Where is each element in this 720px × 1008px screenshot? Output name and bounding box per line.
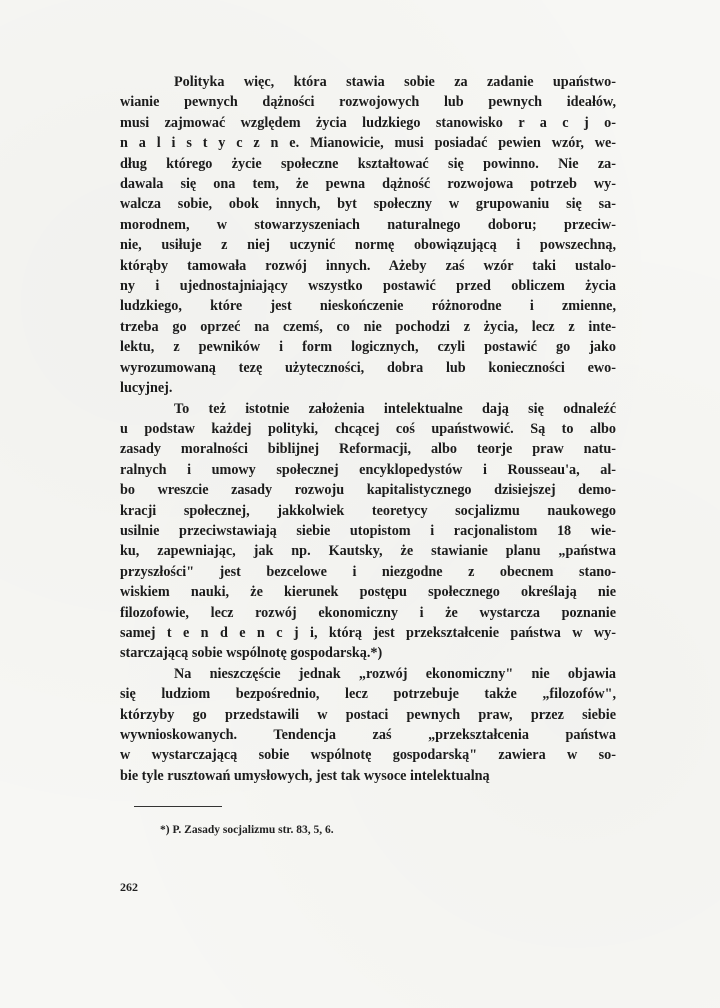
text-line: Polityka więc, która stawia sobie za zadanie upaństwo- xyxy=(174,74,616,90)
text-line: n a l i s t y c z n e. Mianowicie, musi posiadać pewien wzór, we- xyxy=(120,135,616,152)
text-line: dług którego życie społeczne kształtować się powinno. Nie za- xyxy=(120,155,616,172)
text-line: walcza sobie, obok innych, byt społeczny w grupowaniu się sa- xyxy=(120,196,616,213)
footnote: *) P. Zasady socjalizmu str. 83, 5, 6. xyxy=(160,824,334,836)
text-line: którąby tamowała rozwój innych. Ażeby zaś wzór taki ustalo- xyxy=(120,257,616,274)
text-line: usilnie przeciwstawiają siebie utopistom i racjonalistom 18 wie- xyxy=(120,522,616,539)
text-line: wyrozumowaną tezę użyteczności, dobra lub konieczności ewo- xyxy=(120,359,616,376)
text-line: starczającą sobie wspólnotę gospodarską.*) xyxy=(120,645,383,662)
text-line: wywnioskowanych. Tendencja zaś „przekształcenia państwa xyxy=(120,727,616,743)
text-line: lektu, z pewników i form logicznych, czyli postawić go jako xyxy=(120,339,616,356)
footnote-divider xyxy=(134,806,222,807)
text-line: wiskiem nauki, że kierunek postępu społecznego określają nie xyxy=(120,584,616,601)
text-line: lucyjnej. xyxy=(120,380,173,397)
text-line: kracji społecznej, jakkolwiek teoretycy socjalizmu naukowego xyxy=(120,502,616,519)
paragraph xyxy=(120,399,616,664)
text-line: dawala się ona tem, że pewna dążność rozwojowa potrzeb wy- xyxy=(120,176,616,193)
text-line: trzeba go oprzeć na czemś, co nie pochodzi z życia, lecz z inte- xyxy=(120,318,616,335)
text-line: filozofowie, lecz rozwój ekonomiczny i że wystarcza poznanie xyxy=(120,604,616,621)
text-line: wianie pewnych dążności rozwojowych lub pewnych ideałów, xyxy=(120,94,616,111)
text-line: morodnem, w stowarzyszeniach naturalnego doboru; przeciw- xyxy=(120,216,616,233)
text-line: przyszłości" jest bezcelowe i niezgodne z obecnem stano- xyxy=(120,563,616,580)
page-number: 262 xyxy=(120,880,138,894)
text-line: ny i ujednostajniający wszystko postawić przed obliczem życia xyxy=(120,278,616,295)
text-line: bo wreszcie zasady rozwoju kapitalistycznego dzisiejszej demo- xyxy=(120,482,616,499)
text-line: w wystarczającą sobie wspólnotę gospodarską" zawiera w so- xyxy=(120,747,616,764)
text-line: nie, usiłuje z niej uczynić normę obowiązującą i powszechną, xyxy=(120,237,616,254)
text-line: Na nieszczęście jednak „rozwój ekonomiczny" nie objawia xyxy=(174,665,616,682)
body-text xyxy=(120,72,616,786)
text-line: bie tyle rusztowań umysłowych, jest tak wysoce intelektualną xyxy=(120,767,490,784)
text-line: się ludziom bezpośrednio, lecz potrzebuje także „filozofów", xyxy=(120,686,616,703)
paragraph xyxy=(120,664,616,786)
text-line: u podstaw każdej polityki, chcącej coś upaństwowić. Są to albo xyxy=(120,420,616,437)
text-line: To też istotnie założenia intelektualne dają się odnaleźć xyxy=(174,400,616,417)
text-line: ku, zapewniając, jak np. Kautsky, że stawianie planu „państwa xyxy=(120,543,616,560)
text-line: ralnych i umowy społecznej encyklopedystów i Rousseau'a, al- xyxy=(120,461,616,478)
text-line: musi zajmować względem życia ludzkiego stanowisko r a c j o- xyxy=(120,114,616,131)
paragraph xyxy=(120,72,616,399)
text-line: którzyby go przedstawili w postaci pewnych praw, przez siebie xyxy=(120,706,616,723)
text-line: samej t e n d e n c j i, którą jest przekształcenie państwa w wy- xyxy=(120,624,616,641)
text-line: zasady moralności biblijnej Reformacji, albo teorje praw natu- xyxy=(120,441,616,458)
text-line: ludzkiego, które jest nieskończenie różnorodne i zmienne, xyxy=(120,298,616,315)
